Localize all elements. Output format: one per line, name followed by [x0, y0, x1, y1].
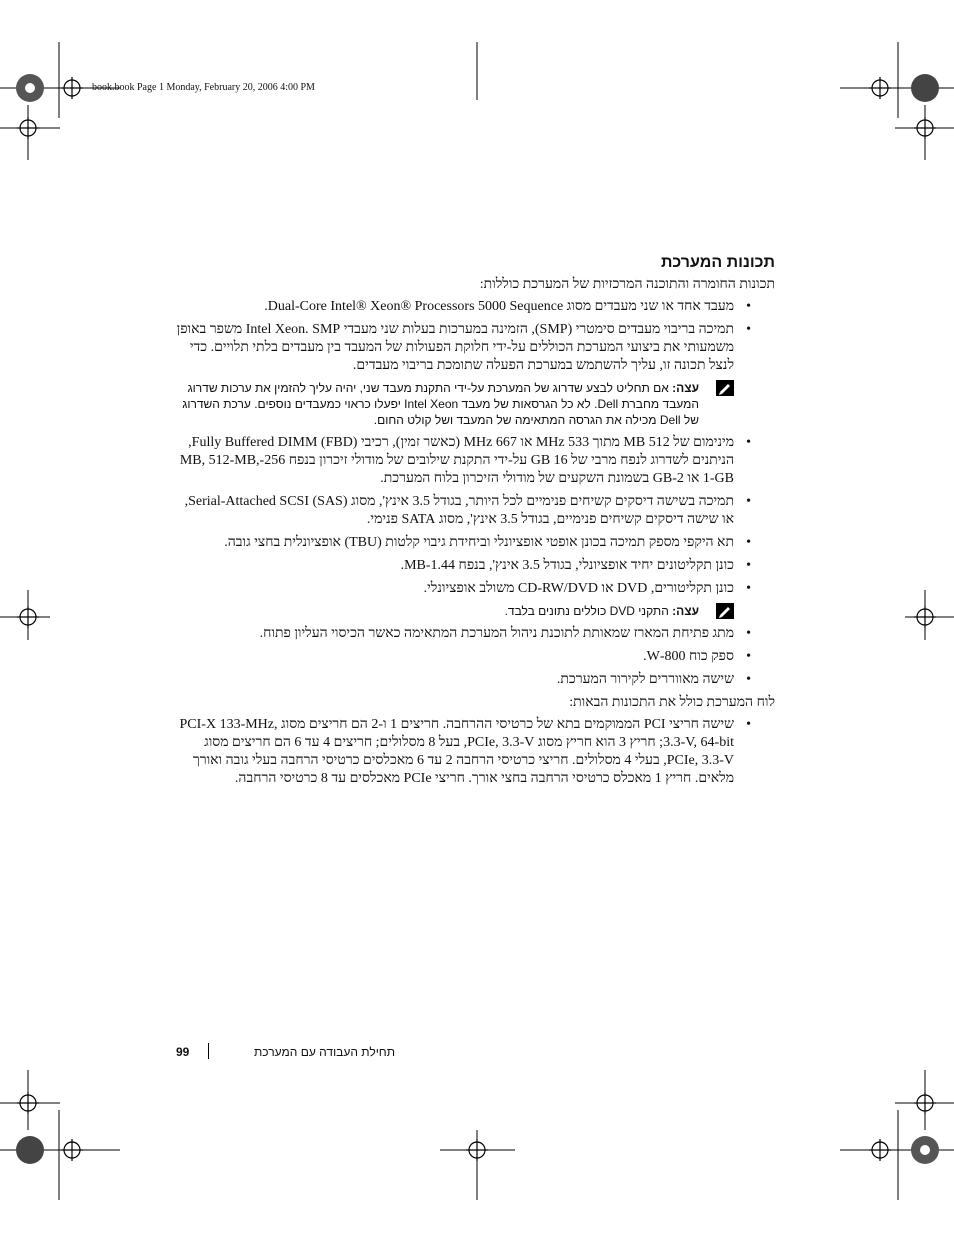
note-text: אם תחליט לבצע שדרוג של המערכת על-ידי התקנת מעבד שני, יהיה עליך להזמין את ערכות שדרוג המעבד מחברת Dell. לא כל הגרסאות של מעבד Intel Xeon יפעלו כראוי כמעבדים נוספים. ערכת השדרוג של Dell מכילה את הגרסה המתאימה של המעבד ושל קולט החום. — [182, 381, 699, 427]
bullet: • — [746, 322, 751, 337]
list-item: • מעבד אחד או שני מעבדים מסוג Dual-Core Intel® Xeon® Processors 5000 Sequence. — [264, 299, 751, 314]
note-block — [175, 603, 775, 619]
note-label: עצה: — [672, 604, 699, 618]
note-block — [175, 380, 775, 428]
bullet: • — [746, 494, 751, 509]
list-item: • שישה חריצי PCI הממוקמים בתא של כרטיסי ההרחבה. חריצים 1 ו-2 הם חריצים מסוג PCI-X 133-MHz, 3.3-V, 64-bit; חריץ 3 הוא חריץ מסוג PCIe, 3.3-V, בעל 8 מסלולים; חריצים 4 עד 6 הם חריצים מסוג PCIe, 3.3-V, בעלי 4 מסלולים. חריצי כרטיסי הרחבה 2 עד 6 מאכלסים כרטיסי הרחבה בעלי גובה ואורך מלאים. חריץ 1 מאכלס כרטיסי הרחבה בחצי אורך. חריצי PCIe מאכלסים עד 8 כרטיסי הרחבה. — [179, 717, 751, 786]
board-intro: לוח המערכת כולל את התכונות הבאות: — [569, 695, 775, 710]
print-header-stamp: book.book Page 1 Monday, February 20, 2006 4:00 PM — [92, 82, 315, 93]
footer-title: תחילת העבודה עם המערכת — [254, 1045, 395, 1059]
note-pencil-icon — [716, 380, 734, 396]
note-text: התקני DVD כוללים נתונים בלבד. — [504, 604, 669, 618]
list-item: • תא היקפי מספק תמיכה בכונן אופטי אופציונלי וביחידת גיבוי קלטות (TBU) אופציונלית בחצי גובה. — [224, 535, 751, 550]
list-item: • מתג פתיחת המארז שמאותת לתוכנת ניהול המערכת המתאימה כאשר הכיסוי העליון פתוח. — [259, 626, 751, 641]
bullet: • — [746, 581, 751, 596]
list-item: • תמיכה בשישה דיסקים קשיחים פנימיים לכל היותר, בגודל 3.5 אינץ', מסוג Serial-Attached SCSI (SAS), או שישה דיסקים קשיחים פנימיים, בגודל 3.5 אינץ', מסוג SATA פנימי. — [184, 494, 751, 527]
list-item: • שישה מאווררים לקירור המערכת. — [556, 672, 751, 687]
footer-divider — [208, 1043, 209, 1059]
bullet-list-a — [175, 298, 775, 375]
list-item: • כונן תקליטונים יחיד אופציונלי, בגודל 3.5 אינץ', בנפח 1.44-MB. — [400, 558, 751, 573]
bullet: • — [746, 672, 751, 687]
list-item: • ספק כוח 800-W. — [643, 649, 751, 664]
note-pencil-icon — [716, 603, 734, 619]
list-item: • כונן תקליטורים, DVD או CD-RW/DVD משולב אופציונלי. — [423, 581, 751, 596]
bullet: • — [746, 435, 751, 450]
bullet: • — [746, 649, 751, 664]
intro-text: תכונות החומרה והתוכנה המרכזיות של המערכת כוללות: — [479, 277, 775, 292]
list-item: • מינימום של 512 MB מתוך 533 MHz או 667 MHz (כאשר זמין), רכיבי Fully Buffered DIMM (FBD), הניתנים לשדרוג לנפח מרבי של 16 GB על-ידי התקנת שילובים של מודולי זיכרון בנפח 256-MB, 512-MB, 1-GB או 2-GB בשמונת השקעים של מודולי הזיכרון בלוח המערכת. — [179, 435, 751, 486]
bullet: • — [746, 626, 751, 641]
page-number: 99 — [176, 1045, 190, 1059]
bullet: • — [746, 535, 751, 550]
bullet: • — [746, 717, 751, 732]
bullet-list-b — [175, 434, 775, 598]
section-title: תכונות המערכת — [660, 254, 775, 271]
note-label: עצה: — [672, 381, 699, 395]
bullet-list-c — [175, 625, 775, 689]
page-content — [175, 250, 775, 793]
bullet: • — [746, 299, 751, 314]
list-item: • תמיכה בריבוי מעבדים סימטרי (SMP), הזמינה במערכות בעלות שני מעבדי Intel Xeon. SMP משפר באופן משמעותי את ביצועי המערכת הכוללים על-ידי חלוקת הפעולות של המעבד בין מעבדים בלתי תלויים. כדי לנצל תכונה זו, עליך להשתמש במערכת הפעלה שתומכת בריבוי מעבדים. — [176, 322, 751, 373]
bullet-list-d — [175, 716, 775, 788]
bullet: • — [746, 558, 751, 573]
